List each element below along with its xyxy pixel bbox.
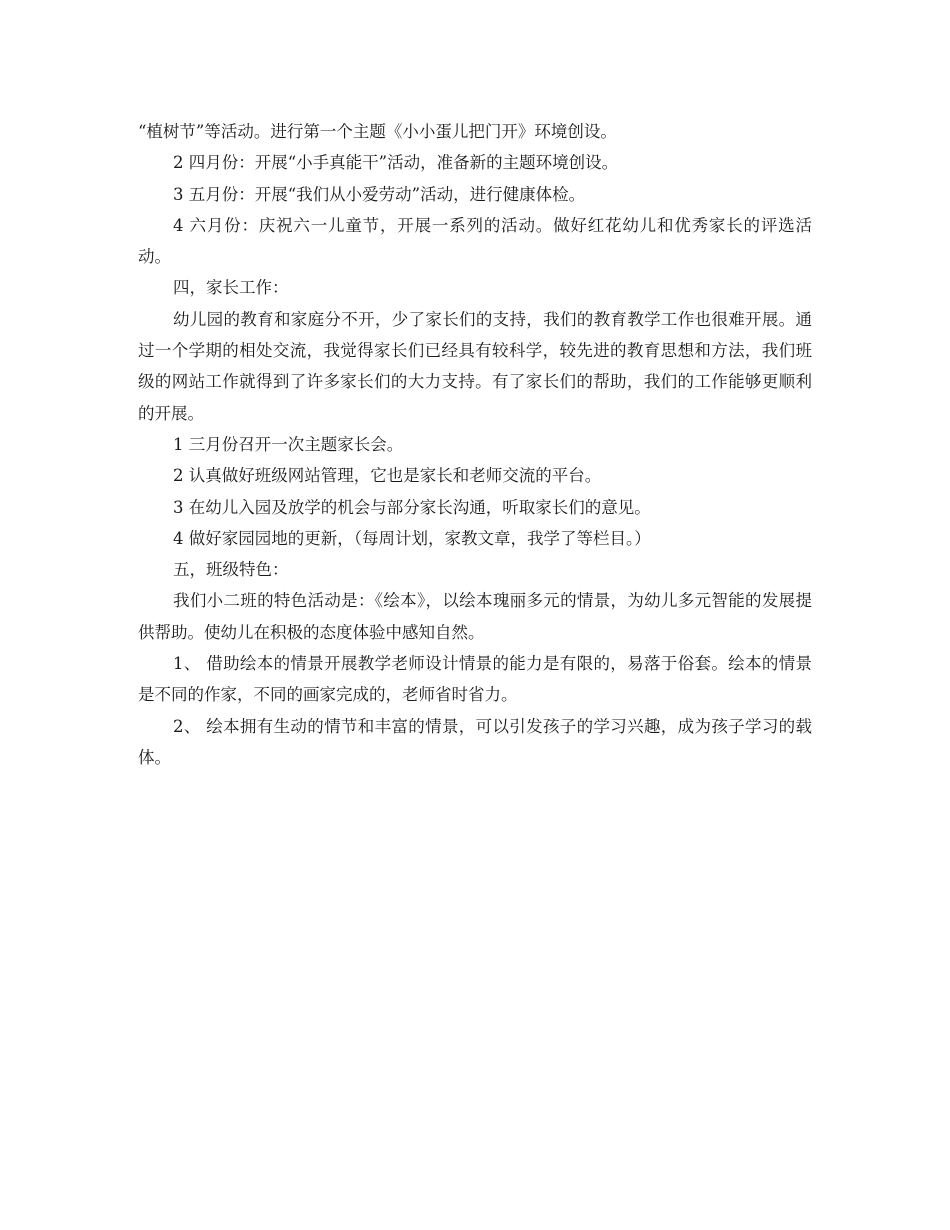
paragraph-feature-point-2: 2、 绘本拥有生动的情节和丰富的情景，可以引发孩子的学习兴趣，成为孩子学习的载体。 (138, 716, 812, 767)
section-heading-class-feature: 五，班级特色： (173, 560, 289, 580)
paragraph-parent-work-intro: 幼儿园的教育和家庭分不开，少了家长们的支持，我们的教育教学工作也很难开展。通过一个学期的相处交流，我觉得家长们已经具有较科学，较先进的教育思想和方法，我们班级的网站工作就得到了许多家长们的大力支持。有了家长们的帮助，我们的工作能够更顺利的开展。 (138, 309, 812, 423)
paragraph-parent-meeting: 1 三月份召开一次主题家长会。 (173, 434, 404, 454)
paragraph-may-plan: 3 五月份：开展“我们从小爱劳动”活动，进行健康体检。 (173, 184, 586, 204)
paragraph-class-feature-intro: 我们小二班的特色活动是：《绘本》，以绘本瑰丽多元的情景，为幼儿多元智能的发展提供帮助。使幼儿在积极的态度体验中感知自然。 (138, 591, 812, 642)
paragraph-garden-update: 4 做好家园园地的更新，（每周计划，家教文章，我学了等栏目。） (173, 528, 651, 548)
paragraph-website-management: 2 认真做好班级网站管理，它也是家长和老师交流的平台。 (173, 466, 602, 486)
section-heading-parent-work: 四，家长工作： (173, 278, 289, 298)
paragraph-april-plan: 2 四月份：开展“小手真能干”活动，准备新的主题环境创设。 (173, 153, 619, 173)
paragraph-parent-communication: 3 在幼儿入园及放学的机会与部分家长沟通，听取家长们的意见。 (173, 497, 651, 517)
document-body (138, 116, 812, 773)
paragraph-june-plan: 4 六月份：庆祝六一儿童节，开展一系列的活动。做好红花幼儿和优秀家长的评选活动。 (138, 215, 812, 267)
paragraph-continuation: “植树节”等活动。进行第一个主题《小小蛋儿把门开》环境创设。 (138, 122, 617, 141)
paragraph-feature-point-1: 1、 借助绘本的情景开展教学老师设计情景的能力是有限的，易落于俗套。绘本的情景是不同的作家，不同的画家完成的，老师省时省力。 (138, 654, 812, 705)
